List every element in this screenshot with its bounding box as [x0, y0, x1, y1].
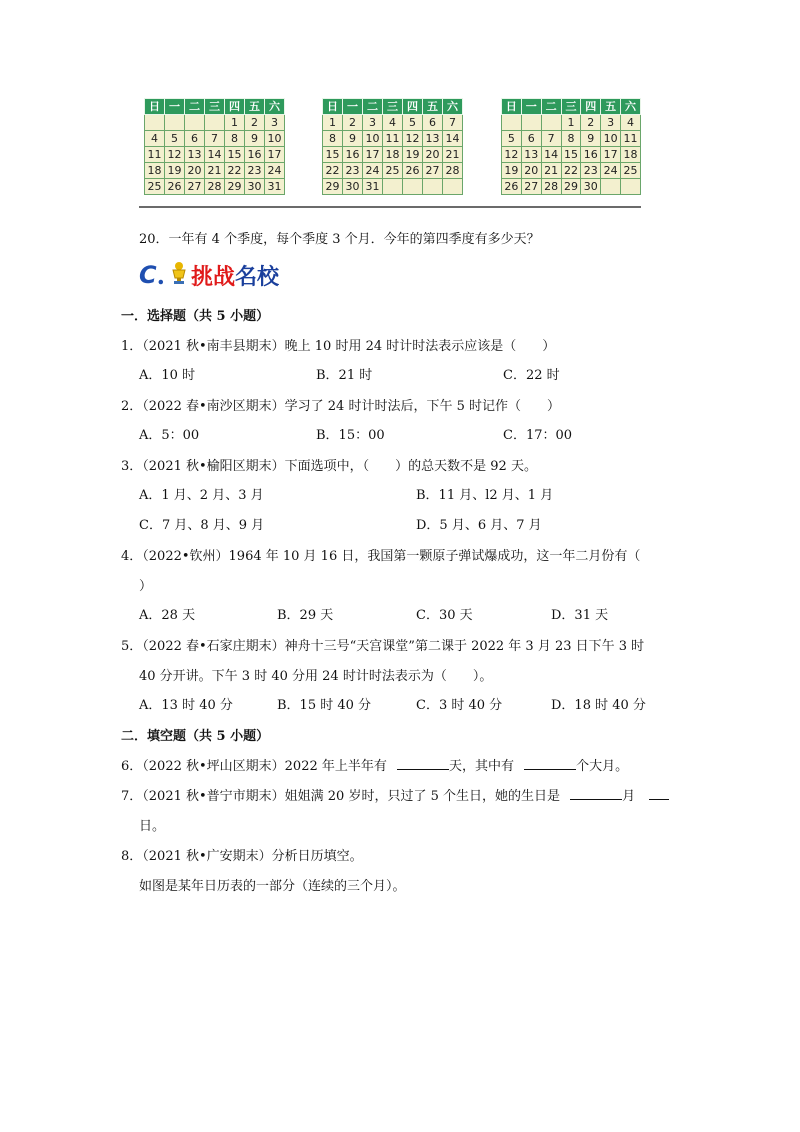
- calendar-day: [185, 115, 205, 131]
- calendar-day: 17: [363, 147, 383, 163]
- calendar-day: 29: [225, 179, 245, 195]
- question-2-option-c: C．17：00: [503, 428, 573, 443]
- question-1-stem: 1．（2021 秋•南丰县期末）晚上 10 时用 24 时计时法表示应该是（ ）: [121, 339, 556, 354]
- calendar-strip: [139, 98, 641, 208]
- calendar-day: 28: [443, 163, 463, 179]
- calendar-header-row: [323, 99, 463, 115]
- calendar-day: [521, 115, 541, 131]
- calendar-day: [205, 115, 225, 131]
- calendar-weekday: 二: [185, 99, 205, 115]
- calendar-day: 25: [383, 163, 403, 179]
- question-5-option-a: A．13 时 40 分: [139, 698, 233, 713]
- calendar-day: 27: [521, 179, 541, 195]
- section-title-challenge: 挑战: [190, 263, 235, 290]
- section-title-schools: 名校: [235, 263, 280, 290]
- calendar-weekday: 四: [403, 99, 423, 115]
- calendar-day: 13: [521, 147, 541, 163]
- calendar-week-row: [502, 147, 641, 163]
- calendar-day: [443, 179, 463, 195]
- calendar-week-row: [323, 131, 463, 147]
- part1-title: 一．选择题（共 5 小题）: [121, 309, 270, 324]
- calendar-day: [423, 179, 443, 195]
- calendar-weekday: 四: [581, 99, 601, 115]
- calendar-day: 19: [403, 147, 423, 163]
- calendar-weekday: 六: [621, 99, 641, 115]
- calendar-day: 6: [423, 115, 443, 131]
- calendar-day: 8: [225, 131, 245, 147]
- calendar-day: [403, 179, 423, 195]
- calendar-day: 5: [403, 115, 423, 131]
- calendar-week-row: [145, 163, 285, 179]
- calendar-day: 29: [561, 179, 581, 195]
- calendar-day: 6: [185, 131, 205, 147]
- calendar-weekday: 一: [521, 99, 541, 115]
- calendar-week-row: [145, 179, 285, 195]
- calendar-day: 18: [383, 147, 403, 163]
- calendar-weekday: 四: [225, 99, 245, 115]
- calendar-day: 30: [343, 179, 363, 195]
- question-4-stem-cont: ）: [139, 579, 153, 594]
- calendar-day: 22: [561, 163, 581, 179]
- calendar-day: 18: [621, 147, 641, 163]
- calendar-day: 3: [601, 115, 621, 131]
- section-dot: .: [156, 260, 165, 290]
- calendar-day: 7: [541, 131, 561, 147]
- calendar-day: 9: [245, 131, 265, 147]
- section-title: [139, 259, 279, 291]
- calendar-day: 1: [225, 115, 245, 131]
- question-6-part2: 天，其中有: [449, 759, 515, 774]
- calendar-weekday: 日: [502, 99, 522, 115]
- question-5-option-b: B．15 时 40 分: [277, 698, 372, 713]
- question-3-option-d: D．5 月、6 月、7 月: [416, 518, 542, 533]
- calendar-day: 15: [323, 147, 343, 163]
- calendar-day: 4: [145, 131, 165, 147]
- calendar-day: 1: [323, 115, 343, 131]
- calendar-day: 20: [423, 147, 443, 163]
- calendar-day: 31: [363, 179, 383, 195]
- calendar-day: 22: [225, 163, 245, 179]
- calendar-day: 21: [443, 147, 463, 163]
- calendar-day: 21: [541, 163, 561, 179]
- question-1-option-a: A．10 时: [139, 368, 196, 383]
- calendar-day: 28: [541, 179, 561, 195]
- calendar-weekday: 日: [323, 99, 343, 115]
- blank-field[interactable]: [524, 756, 576, 770]
- calendar-day: 19: [165, 163, 185, 179]
- calendar-day: 4: [621, 115, 641, 131]
- question-3-option-b: B．11 月、l2 月、1 月: [416, 488, 554, 503]
- blank-field[interactable]: [649, 786, 669, 800]
- calendar-day: 8: [323, 131, 343, 147]
- question-2-stem: 2．（2022 春•南沙区期末）学习了 24 时计时法后，下午 5 时记作（ ）: [121, 399, 560, 414]
- calendar-weekday: 日: [145, 99, 165, 115]
- calendar-day: 3: [265, 115, 285, 131]
- calendar-day: 31: [265, 179, 285, 195]
- calendar-day: 14: [541, 147, 561, 163]
- question-4-option-d: D．31 天: [551, 608, 609, 623]
- calendar-day: 2: [581, 115, 601, 131]
- calendar-day: 22: [323, 163, 343, 179]
- question-20: 20．一年有 4 个季度，每个季度 3 个月．今年的第四季度有多少天？: [139, 232, 540, 247]
- calendar-day: [383, 179, 403, 195]
- calendar-weekday: 三: [383, 99, 403, 115]
- calendar-week-row: [323, 115, 463, 131]
- question-4-stem: 4．（2022•钦州）1964 年 10 月 16 日，我国第一颗原子弹试爆成功，这一年二月份有（: [121, 549, 641, 564]
- calendar-day: 15: [225, 147, 245, 163]
- calendar-day: 10: [363, 131, 383, 147]
- calendar-week-row: [145, 147, 285, 163]
- calendar-day: 11: [145, 147, 165, 163]
- question-4-option-a: A．28 天: [139, 608, 196, 623]
- calendar-day: [541, 115, 561, 131]
- calendar-day: 17: [265, 147, 285, 163]
- calendar-day: 15: [561, 147, 581, 163]
- calendar-month-3: [501, 98, 641, 195]
- calendar-day: 4: [383, 115, 403, 131]
- calendar-week-row: [323, 147, 463, 163]
- calendar-weekday: 六: [265, 99, 285, 115]
- calendar-day: 28: [205, 179, 225, 195]
- question-3-option-c: C．7 月、8 月、9 月: [139, 518, 265, 533]
- calendar-week-row: [502, 179, 641, 195]
- calendar-day: [165, 115, 185, 131]
- question-6-part3: 个大月。: [576, 759, 629, 774]
- calendar-day: 2: [343, 115, 363, 131]
- calendar-day: 19: [502, 163, 522, 179]
- question-6-part1: 6．（2022 秋•坪山区期末）2022 年上半年有: [121, 759, 387, 774]
- question-6: [121, 755, 628, 774]
- calendar-day: 1: [561, 115, 581, 131]
- calendar-weekday: 六: [443, 99, 463, 115]
- calendar-day: 13: [423, 131, 443, 147]
- calendar-day: 2: [245, 115, 265, 131]
- calendar-month-2: [322, 98, 463, 195]
- calendar-day: 23: [245, 163, 265, 179]
- calendar-day: 13: [185, 147, 205, 163]
- calendar-weekday: 一: [343, 99, 363, 115]
- calendar-day: 24: [265, 163, 285, 179]
- calendar-weekday: 三: [205, 99, 225, 115]
- calendar-day: 16: [581, 147, 601, 163]
- calendar-day: 24: [601, 163, 621, 179]
- calendar-day: 16: [343, 147, 363, 163]
- calendar-day: 25: [145, 179, 165, 195]
- calendar-day: 14: [205, 147, 225, 163]
- calendar-day: 29: [323, 179, 343, 195]
- calendar-day: 24: [363, 163, 383, 179]
- calendar-day: [145, 115, 165, 131]
- calendar-weekday: 五: [423, 99, 443, 115]
- calendar-month-1: [144, 98, 285, 195]
- calendar-day: 12: [165, 147, 185, 163]
- calendar-week-row: [502, 131, 641, 147]
- calendar-day: 10: [265, 131, 285, 147]
- calendar-week-row: [323, 163, 463, 179]
- question-2-option-a: A．5：00: [139, 428, 200, 443]
- calendar-day: 11: [383, 131, 403, 147]
- blank-field[interactable]: [570, 786, 622, 800]
- calendar-day: 23: [581, 163, 601, 179]
- calendar-weekday: 二: [541, 99, 561, 115]
- question-7-cont: 日。: [139, 819, 166, 834]
- question-5-option-d: D．18 时 40 分: [551, 698, 646, 713]
- trophy-icon: [169, 261, 189, 289]
- calendar-header-row: [145, 99, 285, 115]
- question-4-option-c: C．30 天: [416, 608, 473, 623]
- question-1-option-c: C．22 时: [503, 368, 560, 383]
- calendar-week-row: [502, 163, 641, 179]
- question-3-option-a: A．1 月、2 月、3 月: [139, 488, 264, 503]
- calendar-day: 7: [443, 115, 463, 131]
- calendar-day: 30: [581, 179, 601, 195]
- calendar-day: 18: [145, 163, 165, 179]
- question-8-stem: 8．（2021 秋•广安期末）分析日历填空。: [121, 849, 363, 864]
- calendar-day: 9: [343, 131, 363, 147]
- calendar-day: 11: [621, 131, 641, 147]
- calendar-day: 3: [363, 115, 383, 131]
- calendar-day: 20: [185, 163, 205, 179]
- calendar-day: 17: [601, 147, 621, 163]
- calendar-day: 26: [165, 179, 185, 195]
- question-2-option-b: B．15：00: [316, 428, 385, 443]
- section-letter: C: [139, 261, 157, 289]
- calendar-day: 9: [581, 131, 601, 147]
- calendar-week-row: [145, 115, 285, 131]
- calendar-day: 5: [502, 131, 522, 147]
- question-7-part1: 7．（2021 秋•普宁市期末）姐姐满 20 岁时，只过了 5 个生日，她的生日是: [121, 789, 560, 804]
- calendar-day: 27: [185, 179, 205, 195]
- calendar-day: 14: [443, 131, 463, 147]
- calendar-day: 8: [561, 131, 581, 147]
- calendar-day: [502, 115, 522, 131]
- calendar-day: 10: [601, 131, 621, 147]
- question-1-option-b: B．21 时: [316, 368, 373, 383]
- calendar-baseline: [139, 206, 641, 208]
- question-7-part2: 月: [622, 789, 636, 804]
- calendar-weekday: 五: [245, 99, 265, 115]
- calendar-week-row: [323, 179, 463, 195]
- calendar-day: 27: [423, 163, 443, 179]
- question-8-line2: 如图是某年日历表的一部分（连续的三个月）。: [139, 879, 406, 894]
- part2-title: 二．填空题（共 5 小题）: [121, 729, 270, 744]
- question-5-option-c: C．3 时 40 分: [416, 698, 503, 713]
- calendar-day: 7: [205, 131, 225, 147]
- question-3-stem: 3．（2021 秋•榆阳区期末）下面选项中，（ ）的总天数不是 92 天。: [121, 459, 537, 474]
- calendar-week-row: [502, 115, 641, 131]
- calendar-day: 25: [621, 163, 641, 179]
- calendar-week-row: [145, 131, 285, 147]
- calendar-header-row: [502, 99, 641, 115]
- question-7: [121, 785, 669, 804]
- calendar-weekday: 一: [165, 99, 185, 115]
- question-4-option-b: B．29 天: [277, 608, 334, 623]
- calendar-weekday: 二: [363, 99, 383, 115]
- calendar-day: 12: [502, 147, 522, 163]
- calendar-day: 12: [403, 131, 423, 147]
- calendar-day: 30: [245, 179, 265, 195]
- calendar-day: 5: [165, 131, 185, 147]
- calendar-day: 26: [403, 163, 423, 179]
- calendar-day: 20: [521, 163, 541, 179]
- calendar-weekday: 五: [601, 99, 621, 115]
- calendar-day: 6: [521, 131, 541, 147]
- question-5-stem-cont: 40 分开讲。下午 3 时 40 分用 24 时计时法表示为（ ）。: [139, 669, 493, 684]
- calendar-day: 26: [502, 179, 522, 195]
- calendar-day: [601, 179, 621, 195]
- question-5-stem: 5．（2022 春•石家庄期末）神舟十三号“天宫课堂”第二课于 2022 年 3 月 23 日下午 3 时: [121, 639, 645, 654]
- calendar-day: 16: [245, 147, 265, 163]
- blank-field[interactable]: [397, 756, 449, 770]
- calendar-day: 23: [343, 163, 363, 179]
- calendar-weekday: 三: [561, 99, 581, 115]
- calendar-day: 21: [205, 163, 225, 179]
- calendar-day: [621, 179, 641, 195]
